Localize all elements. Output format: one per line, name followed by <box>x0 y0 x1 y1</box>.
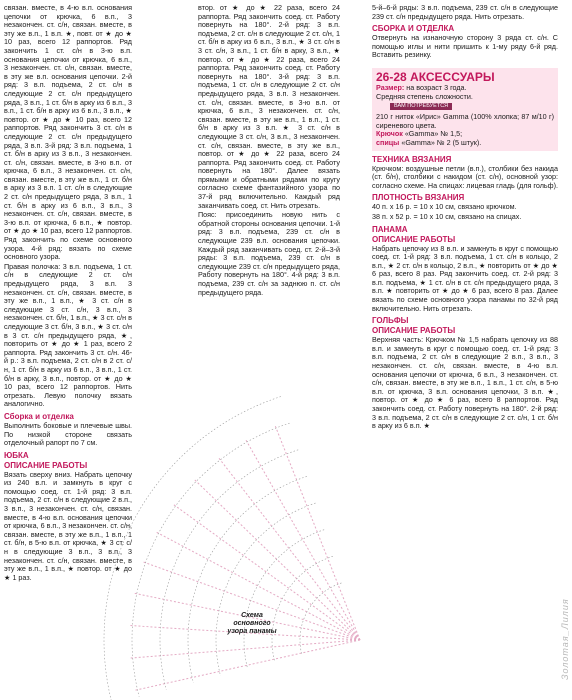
technique-text: Крючком: воздушные петли (в.п.), столбики без накида (ст. б/н), столбики с накидом (ст. с/н), основной узор: согласно схеме. На спицах: лицевая гладь (для гольф). <box>372 163 558 190</box>
right-front-text: Правая полочка: 3 в.п. подъема, 1 ст. с/н в следующие 2 ст. с/н предыдущего ряда, 3 в.п. 3 незакончен. ст. с/н, связан. вместе, в эту же в.п., 1 в.п., ★ 3 ст. с/н в следующие 3 ст. с/н, 3 в.п., 3 незакончен. ст. б/н, 1 в.п., ★ 3 ст. с/н в следующие 3 ст. б/н, 3 в.п., ★ 3 ст. с/н в 3 ст. с/н предыдущего ряда, ★, повторить от ★ до ★ 1 раз, всего 2 раппорта. Ряд закончить 3 ст. с/н. 46-й р.: 3 в.п. подъема, 2 ст. с/н в 2 ст. с/н, 1 ст. б/н в арку из 6 в.п., 3 в.п., 1 ст. б/н в арку, 3 в.п., повтор. от ★ до ★ 10 раз, всего 12 раппортов. Нить отрезать. Левую полочку вязать аналогично. <box>4 261 132 409</box>
middle-column <box>198 4 340 298</box>
density-knit: 38 п. х 52 р. = 10 х 10 см, связано на спицах. <box>372 211 522 221</box>
golf-description-heading: ОПИСАНИЕ РАБОТЫ <box>372 326 456 336</box>
belt-end-text: 5-й–6-й ряды: 3 в.п. подъема, 239 ст. с/н в следующие 239 ст. с/н предыдущего ряда. Нить отрезать. <box>372 3 558 21</box>
assembly-text-2: Отвернуть на изнаночную сторону 3 ряда ст. с/н. С помощью иглы и нити пришить к 1-му ряду 6-й ряд. Вставить резинку. <box>372 33 558 60</box>
yoke-text: связан. вместе, в 4-ю в.п. основания цепочки от крючка, 6 в.п., 3 незакончен. ст. с/н, связан. вместе, в эту же в.п., 1 в.п. ★, повт. от ★ до ★ 10 раз, всего 12 раппортов. Ряд закончить 1 ст. с/н в 3-ю в.п. основания цепочки от крючка, 6 в.п., 3 незакончен. ст. с/н, связан. вместе, в эту же в.п. основания цепочки. 2-й ряд: 3 в.п. подъема, 2 ст. с/н в следующие 2 ст. с/н предыдущего ряда, 3 в.п., 1 ст. б/н в арку из 6 в.п., 3 в.п., 1 ст. б/н в арку из 6 в.п., 3 в.п., ★ повтор. от ★ до ★ 10 раз, всего 12 раппортов. Ряд закончить 3 ст. с/н в следующие 2 ст. с/н предыдущего ряда, 3 в.п. 3-й ряд: 3 в.п. подъема, 1 ст. б/н в арку из 3 в.п., 3 незакончен. ст. с/н, связан. вместе, в 3-ю в.п. от крючка, 6 в.п., 3 незакончен. ст. с/н, связан. вместе, в эту же в.п., 1 ст. б/н в арку из 3 в.п. 1 ст. с/н в следующие 2 ст. с/н предыдущего ряда, 3 в.п., 1 ст. б/н в арку из 6 в.п., 3 в.п., 3 незакончен. ст. с/н, связан. вместе, в 3-ю в.п. от крючка, 6 в.п., ★ повтор. от ★ до ★ 10 раз, всего 12 раппортов. Ряд закончить по схеме основного узора. 4-й ряд: вязать по схеме основного узора. <box>4 3 132 262</box>
size-label: Размер: <box>376 82 405 92</box>
panama-text: Набрать цепочку из 8 в.п. и замкнуть в круг с помощью соед. ст. 1-й ряд: 3 в.п. подъема, 1 ст. с/н в кольцо, 2 в.п., ★ 2 ст. с/н в кольцо, 2 в.п., ★ повторить от ★ до ★ 6 раз, всего 8 раз. Ряд закончить соед. ст. 2-й ряд: 3 в.п. подъема, ★ 1 ст. с/н в ст. с/н предыдущего ряда, 3 в.п. ★ повторить от ★ до ★ 6 раз, всего 8 раз. Далее вязать по схеме основного узора панамы по 32-й ряд включительно. Нить отрезать. <box>372 243 558 313</box>
size-value: на возраст 3 года. <box>406 82 467 92</box>
assembly-text: Выполнить боковые и плечевые швы. По низкой стороне связать отделочный рапорт по 7 см. <box>4 420 132 448</box>
fan-stitch-rays <box>130 426 360 690</box>
diagram-caption: Схема основного узора панамы <box>227 612 277 635</box>
hook-value: «Gamma» № 1,5; <box>404 129 463 139</box>
skirt-description-heading: ОПИСАНИЕ РАБОТЫ <box>4 460 88 470</box>
skirt-text: Вязать сверху вниз. Набрать цепочку из 240 в.п. и замкнуть в круг с помощью соед. ст. 1-й ряд: 3 в.п. подъема, 2 ст. с/н в следующие 2 в.п., 3 в.п., 3 незакончен. ст. с/н, связан. вместе, в 4-ю в.п. основания цепочки от крючка, 6 в.п., 3 незакончен. ст. с/н, связан. вместе, в эту же в.п., 1 в.п., 1 ст. б/н, в 5-ю в.п. от крючка, ★ 3 ст. с/н в следующие 3 в.п., 3 в.п., 3 незакончен. ст. с/н, связан. вместе, в эту же в.п., 1 в.п., ★ повтор. от ★ до ★ 1 раз. <box>4 469 132 582</box>
needles-value: «Gamma» № 2 (5 штук). <box>401 137 482 147</box>
belt-text: Пояс: присоединить новую нить с обратной стороны основания цепочки. 1-й ряд: 3 в.п. подъема, 239 ст. с/н в следующие 239 в.п. основания цепочки. Каждый ряд заканчивать соед. ст. 2-й–3-й ряды: 3 в.п. подъема, 239 ст. с/н в следующие 239 ст. с/н предыдущего ряда, Работу повернуть на 180°. 4-й ряд: 3 в.п. подъема, 239 ст. с/н за заднюю п. ст. с/н предыдущего ряда. <box>198 210 340 297</box>
watermark: Золотая_Лилия <box>560 598 570 680</box>
materials-badge: ВАМ ПОТРЕБУЕТСЯ <box>390 103 452 110</box>
skirt-heading: ЮБКА <box>4 450 29 460</box>
assembly-heading: Сборка и отделка <box>4 411 74 421</box>
density-heading: ПЛОТНОСТЬ ВЯЗАНИЯ <box>372 193 465 203</box>
golf-heading: ГОЛЬФЫ <box>372 316 409 326</box>
density-crochet: 40 п. х 16 р. = 10 х 10 см, связано крючком. <box>372 202 517 212</box>
pattern-rows <box>104 397 341 700</box>
golf-text: Верхняя часть: Крючком № 1,5 набрать цепочку из 88 в.п. и замкнуть в круг с помощью соед. ст. 1-й ряд: 3 в.п. подъема, 2 ст. с/н в следующие 2 в.п., 3 в.п., 3 незакончен. ст. с/н, связан. вместе, в 4-ю в.п. основания цепочки от крючка, 6 в.п., 3 незакончен. ст. с/н, связан. вместе, в эту же в.п., 1 в.п., 1 ст. с/н, в 5-ю в.п. от крючка, 3 в.п. основания цепочки, 3 в.п. ★, повтор. от ★ до ★ 6 раз, всего 8 раппортов. Ряд закончить соед. ст. Работу повернуть на 180°. 2-й ряд: 3 в.п. подъема, 2 ст. с/н в следующие 2 ст. с/н, 1 ст. б/н в арку из 6 в.п. ★ <box>372 335 558 431</box>
assembly-heading-2: СБОРКА И ОТДЕЛКА <box>372 24 455 34</box>
materials: 210 г ниток «Ирис» Gamma (100% хлопка; 87 м/10 г) сиреневого цвета. <box>376 112 554 130</box>
section-title: 26-28 АКСЕССУАРЫ <box>376 69 495 84</box>
panama-description-heading: ОПИСАНИЕ РАБОТЫ <box>372 234 456 244</box>
right-column <box>372 4 558 432</box>
difficulty: Средняя степень сложности. <box>376 91 473 101</box>
skirt-rows-text: втор. от ★ до ★ 22 раза, всего 24 раппорта. Ряд закончить соед. ст. Работу повернуть на 180°. 2-й ряд: 3 в.п. подъема, 2 ст. с/н в следующие 2 ст. с/н, 1 ст. б/н в арку из 6 в.п., 3 в.п., ★ 3 ст. с/н в 3 ст. с/н, 3 в.п., 1 ст. б/н в арку, 3 в.п., ★ повтор. от ★ до ★ 22 раза, всего 24 раппорта. Ряд закончить соед. ст. Работу повернуть на 180°. 3-й ряд: 3 в.п. подъема, 1 ст. с/н в следующие 2 ст. с/н предыдущего ряда, 3 в.п. 3 незакончен. ст. с/н, связан. вместе, в 3-ю в.п. от крючка, 6 в.п., 3 незакончен. ст. с/н, связан. вместе, в эту же в.п., 1 в.п., 1 ст. б/н в арку из 3 в.п. ★ 3 ст. с/н в следующие 3 ст. с/н, 3 в.п., 3 незакончен. ст. с/н, связан. вместе, в эту же в.п., повтор. от ★ до ★ 22 раза, всего 24 раппорта. Ряд закончить соед. ст. Работу повернуть на 180°. Далее вязать прямыми и обратными рядами по кругу согласно схеме фантазийного узора по 37-й ряд включительно. Каждый ряд заканчивать соед. ст. Нить отрезать. <box>198 3 340 210</box>
left-column <box>4 4 132 583</box>
technique-heading: ТЕХНИКА ВЯЗАНИЯ <box>372 154 452 164</box>
needles-label: спицы <box>376 137 400 147</box>
section-title-block <box>372 68 558 151</box>
hook-label: Крючок <box>376 129 403 139</box>
panama-heading: ПАНАМА <box>372 224 408 234</box>
